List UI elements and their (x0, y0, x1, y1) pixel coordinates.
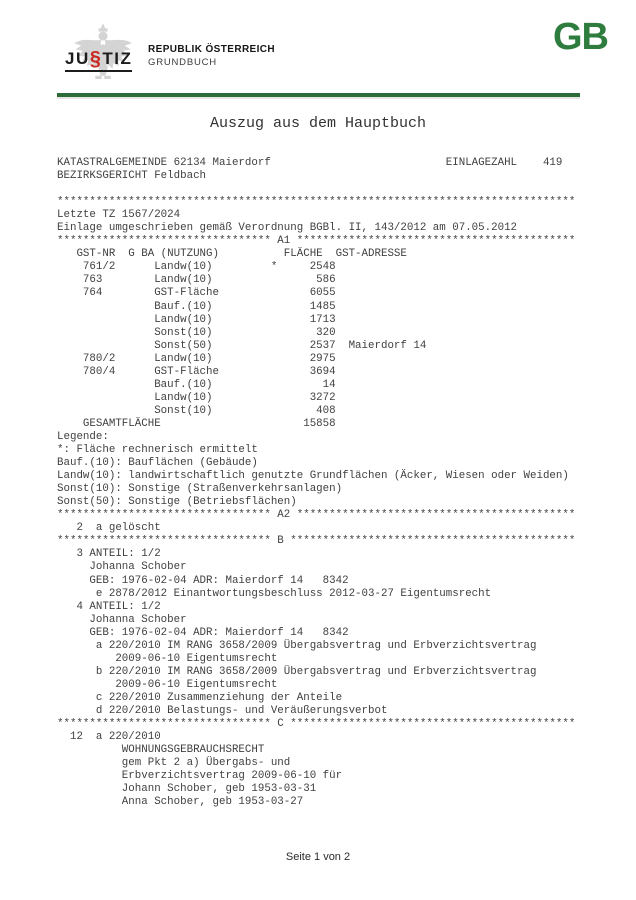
document-line: Bauf.(10): Bauflächen (Gebäude) (57, 457, 258, 470)
document-line: ********************************* A2 ******************************************* (57, 509, 576, 522)
document-line: WOHNUNGSGEBRAUCHSRECHT (57, 744, 265, 757)
document-line: 3 ANTEIL: 1/2 (57, 548, 161, 561)
document-header (0, 0, 636, 93)
document-line: Anna Schober, geb 1953-03-27 (57, 796, 304, 809)
page-title: Auszug aus dem Hauptbuch (209, 115, 427, 132)
document-line: Landw(10): landwirtschaftlich genutzte Grundflächen (Äcker, Wiesen oder Weiden) (57, 470, 569, 483)
document-line: Johanna Schober (57, 613, 187, 626)
document-line: Sonst(50) 2537 Maierdorf 14 (57, 339, 427, 352)
document-line: Bauf.(10) 14 (57, 378, 336, 391)
document-line: GST-NR G BA (NUTZUNG) FLÄCHE GST-ADRESSE (57, 248, 407, 261)
document-line: Sonst(10) 408 (57, 404, 336, 417)
header-divider (57, 93, 580, 97)
document-line: 2009-06-10 Eigentumsrecht (57, 678, 278, 691)
document-line: 12 a 220/2010 (57, 731, 161, 744)
justiz-wordmark-tiz: TIZ (102, 49, 133, 68)
document-line: GESAMTFLÄCHE 15858 (57, 417, 336, 430)
document-line: Johann Schober, geb 1953-03-31 (57, 783, 317, 796)
document-line: ******************************************************************************** (57, 196, 576, 209)
paragraph-icon: § (89, 48, 103, 70)
document-line: Sonst(10) 320 (57, 326, 336, 339)
document-line: c 220/2010 Zusammenziehung der Anteile (57, 691, 343, 704)
document-line: GEB: 1976-02-04 ADR: Maierdorf 14 8342 (57, 626, 349, 639)
document-line: Johanna Schober (57, 561, 187, 574)
document-line: GEB: 1976-02-04 ADR: Maierdorf 14 8342 (57, 574, 349, 587)
document-line: Sonst(50): Sonstige (Betriebsflächen) (57, 496, 297, 509)
document-line: 780/2 Landw(10) 2975 (57, 352, 336, 365)
document-line: 780/4 GST-Fläche 3694 (57, 365, 336, 378)
org-grundbuch: GRUNDBUCH (148, 57, 217, 68)
document-line: gem Pkt 2 a) Übergabs- und (57, 757, 291, 770)
document-line: Sonst(10): Sonstige (Straßenverkehrsanlagen) (57, 483, 343, 496)
document-line: 4 ANTEIL: 1/2 (57, 600, 161, 613)
document-line: ********************************* B ******************************************** (57, 535, 576, 548)
document-line: BEZIRKSGERICHT Feldbach (57, 170, 207, 183)
document-line: Landw(10) 3272 (57, 391, 336, 404)
justiz-wordmark-ju: JU (65, 49, 90, 68)
document-line: Landw(10) 1713 (57, 313, 336, 326)
document-line: KATASTRALGEMEINDE 62134 Maierdorf EINLAGEZAHL 419 (57, 157, 563, 169)
document-line (57, 183, 636, 196)
document-line: Legende: (57, 430, 109, 443)
document-line: ********************************* C ******************************************** (57, 718, 576, 731)
document-line: a 220/2010 IM RANG 3658/2009 Übergabsvertrag und Erbverzichtsvertrag (57, 639, 537, 652)
justiz-wordmark (65, 48, 132, 72)
document-line: 764 GST-Fläche 6055 (57, 287, 336, 300)
document-line: *: Fläche rechnerisch ermittelt (57, 444, 258, 457)
document-line: Letzte TZ 1567/2024 (57, 209, 181, 222)
document-line: Bauf.(10) 1485 (57, 300, 336, 313)
document-line: Erbverzichtsvertrag 2009-06-10 für (57, 770, 343, 783)
document-line: Einlage umgeschrieben gemäß Verordnung BGBl. II, 143/2012 am 07.05.2012 (57, 222, 518, 235)
document-line: b 220/2010 IM RANG 3658/2009 Übergabsvertrag und Erbverzichtsvertrag (57, 665, 537, 678)
justiz-logo (57, 22, 149, 88)
document-body (57, 157, 636, 809)
document-line: 2009-06-10 Eigentumsrecht (57, 652, 278, 665)
document-line: e 2878/2012 Einantwortungsbeschluss 2012-03-27 Eigentumsrecht (57, 587, 492, 600)
page-footer: Seite 1 von 2 (285, 851, 351, 864)
document-line: 761/2 Landw(10) * 2548 (57, 261, 336, 274)
document-line: 2 a gelöscht (57, 522, 161, 535)
org-republik-oesterreich: REPUBLIK ÖSTERREICH (148, 44, 276, 55)
org-block (148, 44, 275, 68)
document-line: ********************************* A1 ******************************************* (57, 235, 576, 248)
gb-brand-mark: GB (553, 16, 608, 58)
document-line: d 220/2010 Belastungs- und Veräußerungsverbot (57, 704, 388, 717)
document-line: 763 Landw(10) 586 (57, 274, 336, 287)
